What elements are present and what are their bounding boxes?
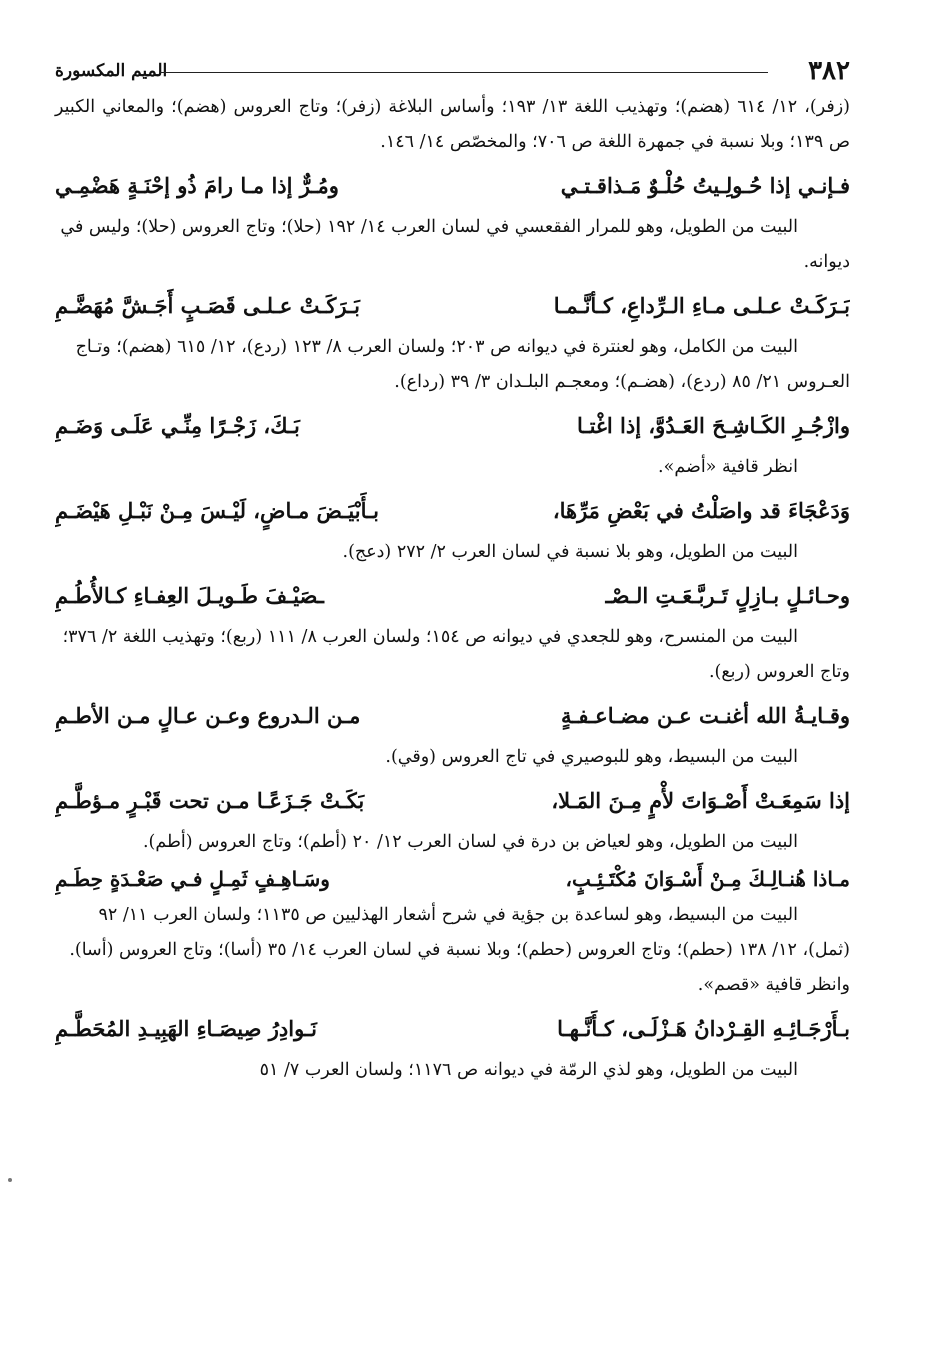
- verse-source-note: انظر قافية «أضم».: [658, 457, 798, 477]
- verse-line: [55, 160, 850, 210]
- verse-first-hemistich: وَدَعْجَاءَ قد واصَلْتُ في بَعْضِ مَرِّهَا،: [552, 497, 850, 523]
- entry: [55, 160, 850, 280]
- verse-first-hemistich: وقـايـةُ الله أغنـت عـن مضـاعـفـةٍ: [561, 702, 850, 728]
- verse-line: [55, 280, 850, 330]
- verse-line: [55, 860, 850, 898]
- verse-line: [55, 400, 850, 450]
- verse-line: [55, 1003, 850, 1053]
- verse-source-note: البيت من المنسرح، وهو للجعدي في ديوانه ص ١٥٤؛ ولسان العرب ٨/ ١١١ (ربع)؛ وتهذيب اللغة ٢/ ٣٧٦؛ وتاج العروس (ربع).: [62, 627, 850, 682]
- intro-paragraph: (زفر)، ١٢/ ٦١٤ (هضم)؛ وتهذيب اللغة ١٣/ ١٩٣؛ وأساس البلاغة (زفر)؛ وتاج العروس (هضم)؛ والمعاني الكبير ص ١٣٩؛ وبلا نسبة في جمهرة اللغة ص ٧٠٦؛ والمخصّص ١٤/ ١٤٦.: [55, 97, 851, 152]
- verse-source-note: البيت من الطويل، وهو لذي الرمّة في ديوانه ص ١١٧٦؛ ولسان العرب ٧/ ٥١: [259, 1060, 798, 1080]
- entry: [55, 1003, 850, 1088]
- verse-source-note: البيت من الطويل، وهو لعياض بن درة في لسان العرب ١٢/ ٢٠ (أطم)؛ وتاج العروس (أطم).: [142, 832, 798, 852]
- verse-line: [55, 485, 850, 535]
- entry: [55, 570, 850, 690]
- header-rule: [160, 72, 768, 73]
- entry: [55, 860, 850, 1003]
- verse-second-hemistich: وسَـاهِـفٍ ثَمِـلٍ فـي صَعْـدَةٍ حِطَـمِ: [55, 867, 330, 891]
- running-title: الميم المكسورة: [55, 61, 168, 81]
- verse-first-hemistich: مـاذا هُنـالِـكَ مِـنْ أَسْـوَانَ مُكْتَـئِـبٍ،: [565, 867, 850, 891]
- verse-first-hemistich: إذا سَمِعَـتْ أَصْـوَاتَ لأْمٍ مِـنَ المَـلا،: [551, 787, 850, 813]
- entry: [55, 690, 850, 775]
- page-header: [55, 52, 850, 90]
- verse-second-hemistich: ـصَيْـفَ طَـويـلَ العِفـاءِ كـالأُطُـمِ: [55, 582, 324, 608]
- verse-second-hemistich: مـن الـدروع وعـن عـالٍ مـن الأطـمِ: [55, 702, 361, 728]
- margin-dot: [8, 1178, 12, 1182]
- verse-source-note: البيت من البسيط، وهو لساعدة بن جؤية في شرح أشعار الهذليين ص ١١٣٥؛ ولسان العرب ١١/ ٩٢ (ثمل)، ١٢/ ١٣٨ (حطم)؛ وتاج العروس (حطم)؛ وبلا نسبة في لسان العرب ١٤/ ٣٥ (أسا)؛ وتاج العروس (أسا). وانظر قافية «قصم».: [69, 905, 850, 995]
- entry: [55, 775, 850, 860]
- verse-line: [55, 690, 850, 740]
- verse-first-hemistich: بـأَرْجَـائِـهِ القِـرْدانُ هَـزْلَـى، كـأَنَّـهـا: [557, 1015, 850, 1041]
- verse-source-note: البيت من الكامل، وهو لعنترة في ديوانه ص ٢٠٣؛ ولسان العرب ٨/ ١٢٣ (ردع)، ١٢/ ٦١٥ (هضم)؛ وتـاج العـروس ٢١/ ٨٥ (ردع)، (هضـم)؛ ومعجـم البلـدان ٣/ ٣٩ (رداع).: [75, 337, 850, 392]
- verse-second-hemistich: بـأَبْيَـضَ مـاضٍ، لَيْـسَ مِـنْ نَبْـلِ هَيْضَـمِ: [55, 497, 380, 523]
- page-number: ٣٨٢: [808, 56, 850, 86]
- entry: [55, 280, 850, 400]
- verse-first-hemistich: وازْجُـرِ الكَـاشِـحَ العَـدُوَّ، إذا اغْتـا: [577, 412, 850, 438]
- entry: [55, 400, 850, 485]
- verse-second-hemistich: نَـوادِرُ صِيصَـاءِ الهَبِيـدِ المُحَطَّـمِ: [55, 1015, 317, 1041]
- verse-second-hemistich: ومُـرٌّ إذا مـا رامَ ذُو إحْنَـةٍ هَضْمِـي: [55, 172, 339, 198]
- verse-second-hemistich: بَكَـتْ جَـزَعًـا مـن تحت قَبْـرٍ مـؤطَّـمِ: [55, 787, 365, 813]
- verse-second-hemistich: بَـرَكَـتْ عـلـى قَصَـبٍ أَجَـشَّ مُهَضَّـمِ: [55, 292, 360, 318]
- verse-second-hemistich: بَـكَ، زَجْـرًا مِنِّـي عَلَـى وَضَـمِ: [55, 412, 300, 438]
- verse-first-hemistich: فـإنـي إذا حُـولِـيتُ حُلْـوٌ مَـذاقـتـي: [560, 172, 850, 198]
- verse-line: [55, 775, 850, 825]
- verse-source-note: البيت من الطويل، وهو بلا نسبة في لسان العرب ٢/ ٢٧٢ (دعج).: [342, 542, 798, 562]
- verse-line: [55, 570, 850, 620]
- verse-source-note: البيت من الطويل، وهو للمرار الفقعسي في لسان العرب ١٤/ ١٩٢ (حلا)؛ وتاج العروس (حلا)؛ وليس في ديوانه.: [60, 217, 850, 272]
- verse-first-hemistich: بَـرَكَـتْ عـلـى مـاءِ الـرِّداعِ، كـأنَّـمـا: [553, 292, 850, 318]
- verse-first-hemistich: وحـائـلٍ بـازِلٍ تَـربَّـعَـتِ الـصْـ: [605, 582, 850, 608]
- verse-source-note: البيت من البسيط، وهو للبوصيري في تاج العروس (وقي).: [385, 747, 798, 767]
- book-page: [55, 52, 850, 1339]
- entry: [55, 485, 850, 570]
